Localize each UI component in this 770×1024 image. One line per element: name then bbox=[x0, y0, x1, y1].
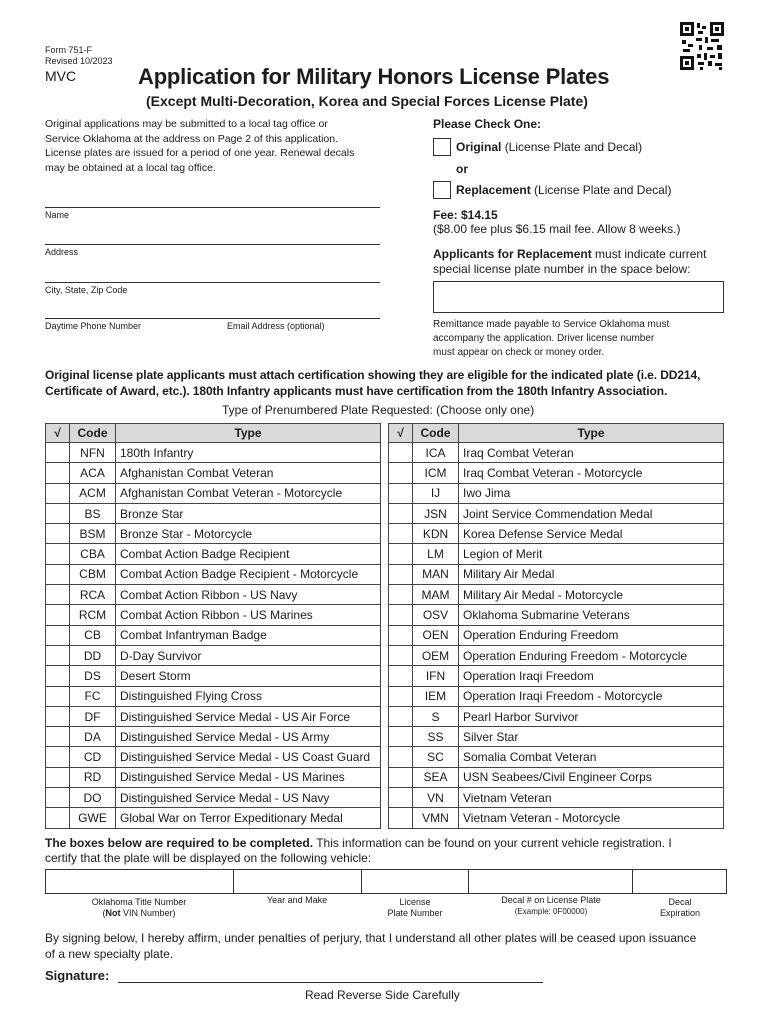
plate-check-cell[interactable] bbox=[389, 727, 413, 747]
table-row bbox=[46, 788, 381, 808]
footer-note: Read Reverse Side Carefully bbox=[305, 988, 460, 1002]
title-number-label: Oklahoma Title Number (Not VIN Number) bbox=[91, 897, 187, 918]
plate-code: DA bbox=[70, 727, 116, 747]
or-label: or bbox=[456, 162, 468, 176]
type-column-header: Type bbox=[116, 424, 381, 443]
plate-type: Operation Iraqi Freedom bbox=[459, 666, 724, 686]
plate-check-cell[interactable] bbox=[46, 645, 70, 665]
table-row bbox=[389, 706, 724, 726]
plate-check-cell[interactable] bbox=[46, 686, 70, 706]
plate-check-cell[interactable] bbox=[389, 645, 413, 665]
table-row bbox=[46, 524, 381, 544]
plate-check-cell[interactable] bbox=[46, 666, 70, 686]
decal-number-box[interactable] bbox=[469, 870, 633, 894]
plate-code: OEN bbox=[413, 625, 459, 645]
plate-type: Somalia Combat Veteran bbox=[459, 747, 724, 767]
address-line[interactable] bbox=[45, 244, 380, 245]
check-column-header: √ bbox=[46, 424, 70, 443]
plate-check-cell[interactable] bbox=[389, 767, 413, 787]
table-row bbox=[389, 564, 724, 584]
plate-code: SS bbox=[413, 727, 459, 747]
affirmation-text: By signing below, I hereby affirm, under penalties of perjury, that I understand all other plates will be ceased upon issuance of a new specialty plate. bbox=[45, 931, 697, 961]
table-row bbox=[389, 605, 724, 625]
plate-check-cell[interactable] bbox=[389, 686, 413, 706]
plate-check-cell[interactable] bbox=[46, 767, 70, 787]
plate-code: ICM bbox=[413, 463, 459, 483]
replacement-checkbox[interactable] bbox=[433, 181, 451, 199]
plate-code: IJ bbox=[413, 483, 459, 503]
plate-type: Military Air Medal bbox=[459, 564, 724, 584]
plate-type: Afghanistan Combat Veteran bbox=[116, 463, 381, 483]
certification-note: Original license plate applicants must attach certification showing they are eligible for the indicated plate (i.e. DD214, Certificate of Award, etc.). 180th Infantry applicants must have certification from the 180th Infantry Association. bbox=[45, 368, 701, 398]
table-row bbox=[389, 443, 724, 463]
table-row bbox=[46, 585, 381, 605]
table-row bbox=[46, 463, 381, 483]
plate-check-cell[interactable] bbox=[389, 564, 413, 584]
city-state-zip-line[interactable] bbox=[45, 282, 380, 283]
plate-code: OSV bbox=[413, 605, 459, 625]
plate-code: VN bbox=[413, 788, 459, 808]
plate-type: Distinguished Service Medal - US Air Force bbox=[116, 706, 381, 726]
plate-check-cell[interactable] bbox=[389, 666, 413, 686]
plate-type: Desert Storm bbox=[116, 666, 381, 686]
decal-expiration-label: Decal Expiration bbox=[659, 897, 701, 918]
plate-code: VMN bbox=[413, 808, 459, 828]
plate-code: DS bbox=[70, 666, 116, 686]
plate-check-cell[interactable] bbox=[389, 503, 413, 523]
original-option-label: Original (License Plate and Decal) bbox=[456, 140, 643, 154]
plate-code: S bbox=[413, 706, 459, 726]
code-column-header: Code bbox=[70, 424, 116, 443]
table-row bbox=[389, 503, 724, 523]
original-checkbox[interactable] bbox=[433, 138, 451, 156]
plate-type: Combat Action Ribbon - US Marines bbox=[116, 605, 381, 625]
plate-code: DD bbox=[70, 645, 116, 665]
current-plate-number-box[interactable] bbox=[433, 281, 724, 313]
remittance-note: Remittance made payable to Service Oklahoma must accompany the application. Driver license number must appear on check or money order. bbox=[433, 319, 670, 358]
name-label: Name bbox=[45, 210, 70, 220]
plate-code: RCA bbox=[70, 585, 116, 605]
plate-code: JSN bbox=[413, 503, 459, 523]
plate-table-left bbox=[45, 423, 381, 829]
table-header-row bbox=[389, 424, 724, 443]
plate-code: ACM bbox=[70, 483, 116, 503]
plate-type: Global War on Terror Expeditionary Medal bbox=[116, 808, 381, 828]
qr-code-icon bbox=[680, 22, 724, 70]
plate-type: 180th Infantry bbox=[116, 443, 381, 463]
plate-check-cell[interactable] bbox=[389, 808, 413, 828]
plate-type: Oklahoma Submarine Veterans bbox=[459, 605, 724, 625]
table-row bbox=[389, 463, 724, 483]
plate-check-cell[interactable] bbox=[46, 605, 70, 625]
plate-check-cell[interactable] bbox=[389, 605, 413, 625]
plate-check-cell[interactable] bbox=[389, 443, 413, 463]
decal-number-label: Decal # on License Plate (Example: 0F00000) bbox=[501, 895, 601, 916]
email-label: Email Address (optional) bbox=[227, 321, 325, 331]
fee-detail: ($8.00 fee plus $6.15 mail fee. Allow 8 weeks.) bbox=[433, 222, 681, 236]
address-label: Address bbox=[45, 247, 79, 257]
year-make-label: Year and Make bbox=[266, 895, 328, 905]
plate-code: ACA bbox=[70, 463, 116, 483]
table-row bbox=[389, 767, 724, 787]
plate-check-cell[interactable] bbox=[389, 463, 413, 483]
plate-type: Joint Service Commendation Medal bbox=[459, 503, 724, 523]
plate-type: Distinguished Service Medal - US Marines bbox=[116, 767, 381, 787]
table-row bbox=[389, 625, 724, 645]
replacement-note: Applicants for Replacement must indicate current special license plate number in the space below: bbox=[433, 247, 707, 276]
fee-label: Fee: $14.15 bbox=[433, 208, 498, 222]
plate-type: Pearl Harbor Survivor bbox=[459, 706, 724, 726]
plate-type: D-Day Survivor bbox=[116, 645, 381, 665]
plate-check-cell[interactable] bbox=[46, 706, 70, 726]
plate-table-right bbox=[388, 423, 724, 829]
plate-type: Operation Iraqi Freedom - Motorcycle bbox=[459, 686, 724, 706]
plate-code: DF bbox=[70, 706, 116, 726]
plate-code: GWE bbox=[70, 808, 116, 828]
plate-code: LM bbox=[413, 544, 459, 564]
table-row bbox=[46, 645, 381, 665]
plate-check-cell[interactable] bbox=[389, 524, 413, 544]
table-row bbox=[46, 483, 381, 503]
decal-expiration-box[interactable] bbox=[633, 870, 727, 894]
plate-type: Distinguished Service Medal - US Army bbox=[116, 727, 381, 747]
plate-check-cell[interactable] bbox=[46, 544, 70, 564]
table-row bbox=[389, 524, 724, 544]
plate-code: IEM bbox=[413, 686, 459, 706]
city-state-zip-label: City, State, Zip Code bbox=[45, 285, 128, 295]
plate-code: BS bbox=[70, 503, 116, 523]
plate-code: DO bbox=[70, 788, 116, 808]
plate-check-cell[interactable] bbox=[389, 544, 413, 564]
plate-type: Military Air Medal - Motorcycle bbox=[459, 585, 724, 605]
table-header-row bbox=[46, 424, 381, 443]
plate-type: Legion of Merit bbox=[459, 544, 724, 564]
plate-type: Operation Enduring Freedom - Motorcycle bbox=[459, 645, 724, 665]
plate-check-cell[interactable] bbox=[389, 625, 413, 645]
plate-code: RCM bbox=[70, 605, 116, 625]
phone-email-line[interactable] bbox=[45, 318, 380, 319]
license-plate-label: License Plate Number bbox=[387, 897, 443, 918]
plate-check-cell[interactable] bbox=[389, 483, 413, 503]
table-row bbox=[46, 503, 381, 523]
table-row bbox=[46, 767, 381, 787]
plate-type: Operation Enduring Freedom bbox=[459, 625, 724, 645]
plate-check-cell[interactable] bbox=[46, 483, 70, 503]
plate-code: CD bbox=[70, 747, 116, 767]
license-plate-box[interactable] bbox=[361, 870, 469, 894]
plate-code: MAN bbox=[413, 564, 459, 584]
table-row bbox=[46, 443, 381, 463]
plate-type: Distinguished Service Medal - US Coast Guard bbox=[116, 747, 381, 767]
plate-type: Vietnam Veteran - Motorcycle bbox=[459, 808, 724, 828]
type-column-header: Type bbox=[459, 424, 724, 443]
plate-code: BSM bbox=[70, 524, 116, 544]
table-row bbox=[389, 585, 724, 605]
replacement-option-label: Replacement (License Plate and Decal) bbox=[456, 183, 672, 197]
agency-code: MVC bbox=[45, 68, 77, 84]
plate-type: Combat Action Badge Recipient bbox=[116, 544, 381, 564]
page-subtitle: (Except Multi-Decoration, Korea and Special Forces License Plate) bbox=[146, 93, 588, 109]
plate-type: Korea Defense Service Medal bbox=[459, 524, 724, 544]
plate-check-cell[interactable] bbox=[46, 788, 70, 808]
table-row bbox=[46, 564, 381, 584]
table-row bbox=[46, 544, 381, 564]
plate-code: CBA bbox=[70, 544, 116, 564]
plate-check-cell[interactable] bbox=[389, 747, 413, 767]
plate-type: Vietnam Veteran bbox=[459, 788, 724, 808]
plate-code: SEA bbox=[413, 767, 459, 787]
check-one-heading: Please Check One: bbox=[433, 117, 542, 131]
table-row bbox=[46, 666, 381, 686]
plate-type: Iwo Jima bbox=[459, 483, 724, 503]
table-row bbox=[46, 808, 381, 828]
year-make-box[interactable] bbox=[233, 870, 361, 894]
table-row bbox=[46, 605, 381, 625]
code-column-header: Code bbox=[413, 424, 459, 443]
table-row bbox=[46, 747, 381, 767]
plate-check-cell[interactable] bbox=[46, 463, 70, 483]
plate-type: Combat Action Badge Recipient - Motorcycle bbox=[116, 564, 381, 584]
plate-check-cell[interactable] bbox=[46, 585, 70, 605]
plate-type: Iraq Combat Veteran - Motorcycle bbox=[459, 463, 724, 483]
vehicle-intro: The boxes below are required to be completed. This information can be found on your current vehicle registration. I certify that the plate will be displayed on the following vehicle: bbox=[45, 836, 672, 865]
name-line[interactable] bbox=[45, 207, 380, 208]
vehicle-info-table bbox=[45, 869, 727, 894]
form-number: Form 751-F bbox=[45, 45, 93, 55]
plate-type: Combat Infantryman Badge bbox=[116, 625, 381, 645]
phone-label: Daytime Phone Number bbox=[45, 321, 142, 331]
plate-type: Bronze Star bbox=[116, 503, 381, 523]
table-row bbox=[389, 727, 724, 747]
revised-date: Revised 10/2023 bbox=[45, 56, 113, 66]
plate-code: CBM bbox=[70, 564, 116, 584]
plate-type: Afghanistan Combat Veteran - Motorcycle bbox=[116, 483, 381, 503]
plate-type: Iraq Combat Veteran bbox=[459, 443, 724, 463]
plate-check-cell[interactable] bbox=[389, 706, 413, 726]
plate-code: ICA bbox=[413, 443, 459, 463]
intro-text: Original applications may be submitted to a local tag office or Service Oklahoma at the address on Page 2 of this application. License plates are issued for a period of one year. Renewal decals may be obtained at a local tag office. bbox=[45, 118, 355, 174]
signature-line[interactable] bbox=[118, 982, 543, 983]
plate-type: Bronze Star - Motorcycle bbox=[116, 524, 381, 544]
plate-check-cell[interactable] bbox=[46, 747, 70, 767]
plate-type: Combat Action Ribbon - US Navy bbox=[116, 585, 381, 605]
plate-code: OEM bbox=[413, 645, 459, 665]
plate-type: USN Seabees/Civil Engineer Corps bbox=[459, 767, 724, 787]
plate-type: Distinguished Service Medal - US Navy bbox=[116, 788, 381, 808]
plate-check-cell[interactable] bbox=[46, 625, 70, 645]
table-row bbox=[389, 483, 724, 503]
plate-check-cell[interactable] bbox=[389, 585, 413, 605]
table-row bbox=[389, 544, 724, 564]
plate-check-cell[interactable] bbox=[46, 503, 70, 523]
plate-code: KDN bbox=[413, 524, 459, 544]
plate-check-cell[interactable] bbox=[46, 443, 70, 463]
plate-code: IFN bbox=[413, 666, 459, 686]
table-row bbox=[46, 686, 381, 706]
table-row bbox=[389, 808, 724, 828]
plate-check-cell[interactable] bbox=[46, 727, 70, 747]
signature-label: Signature: bbox=[45, 968, 110, 983]
table-row bbox=[389, 788, 724, 808]
plate-code: CB bbox=[70, 625, 116, 645]
plate-type-caption: Type of Prenumbered Plate Requested: (Choose only one) bbox=[222, 403, 535, 417]
title-number-box[interactable] bbox=[46, 870, 234, 894]
plate-code: RD bbox=[70, 767, 116, 787]
plate-check-cell[interactable] bbox=[389, 788, 413, 808]
table-row bbox=[389, 747, 724, 767]
table-row bbox=[46, 727, 381, 747]
plate-code: SC bbox=[413, 747, 459, 767]
plate-check-cell[interactable] bbox=[46, 524, 70, 544]
plate-code: MAM bbox=[413, 585, 459, 605]
table-row bbox=[46, 706, 381, 726]
table-row bbox=[389, 666, 724, 686]
check-column-header: √ bbox=[389, 424, 413, 443]
page-title: Application for Military Honors License Plates bbox=[138, 64, 610, 89]
table-row bbox=[46, 625, 381, 645]
table-row bbox=[389, 645, 724, 665]
plate-type: Distinguished Flying Cross bbox=[116, 686, 381, 706]
plate-type: Silver Star bbox=[459, 727, 724, 747]
table-row bbox=[389, 686, 724, 706]
plate-check-cell[interactable] bbox=[46, 808, 70, 828]
plate-check-cell[interactable] bbox=[46, 564, 70, 584]
plate-code: FC bbox=[70, 686, 116, 706]
plate-code: NFN bbox=[70, 443, 116, 463]
